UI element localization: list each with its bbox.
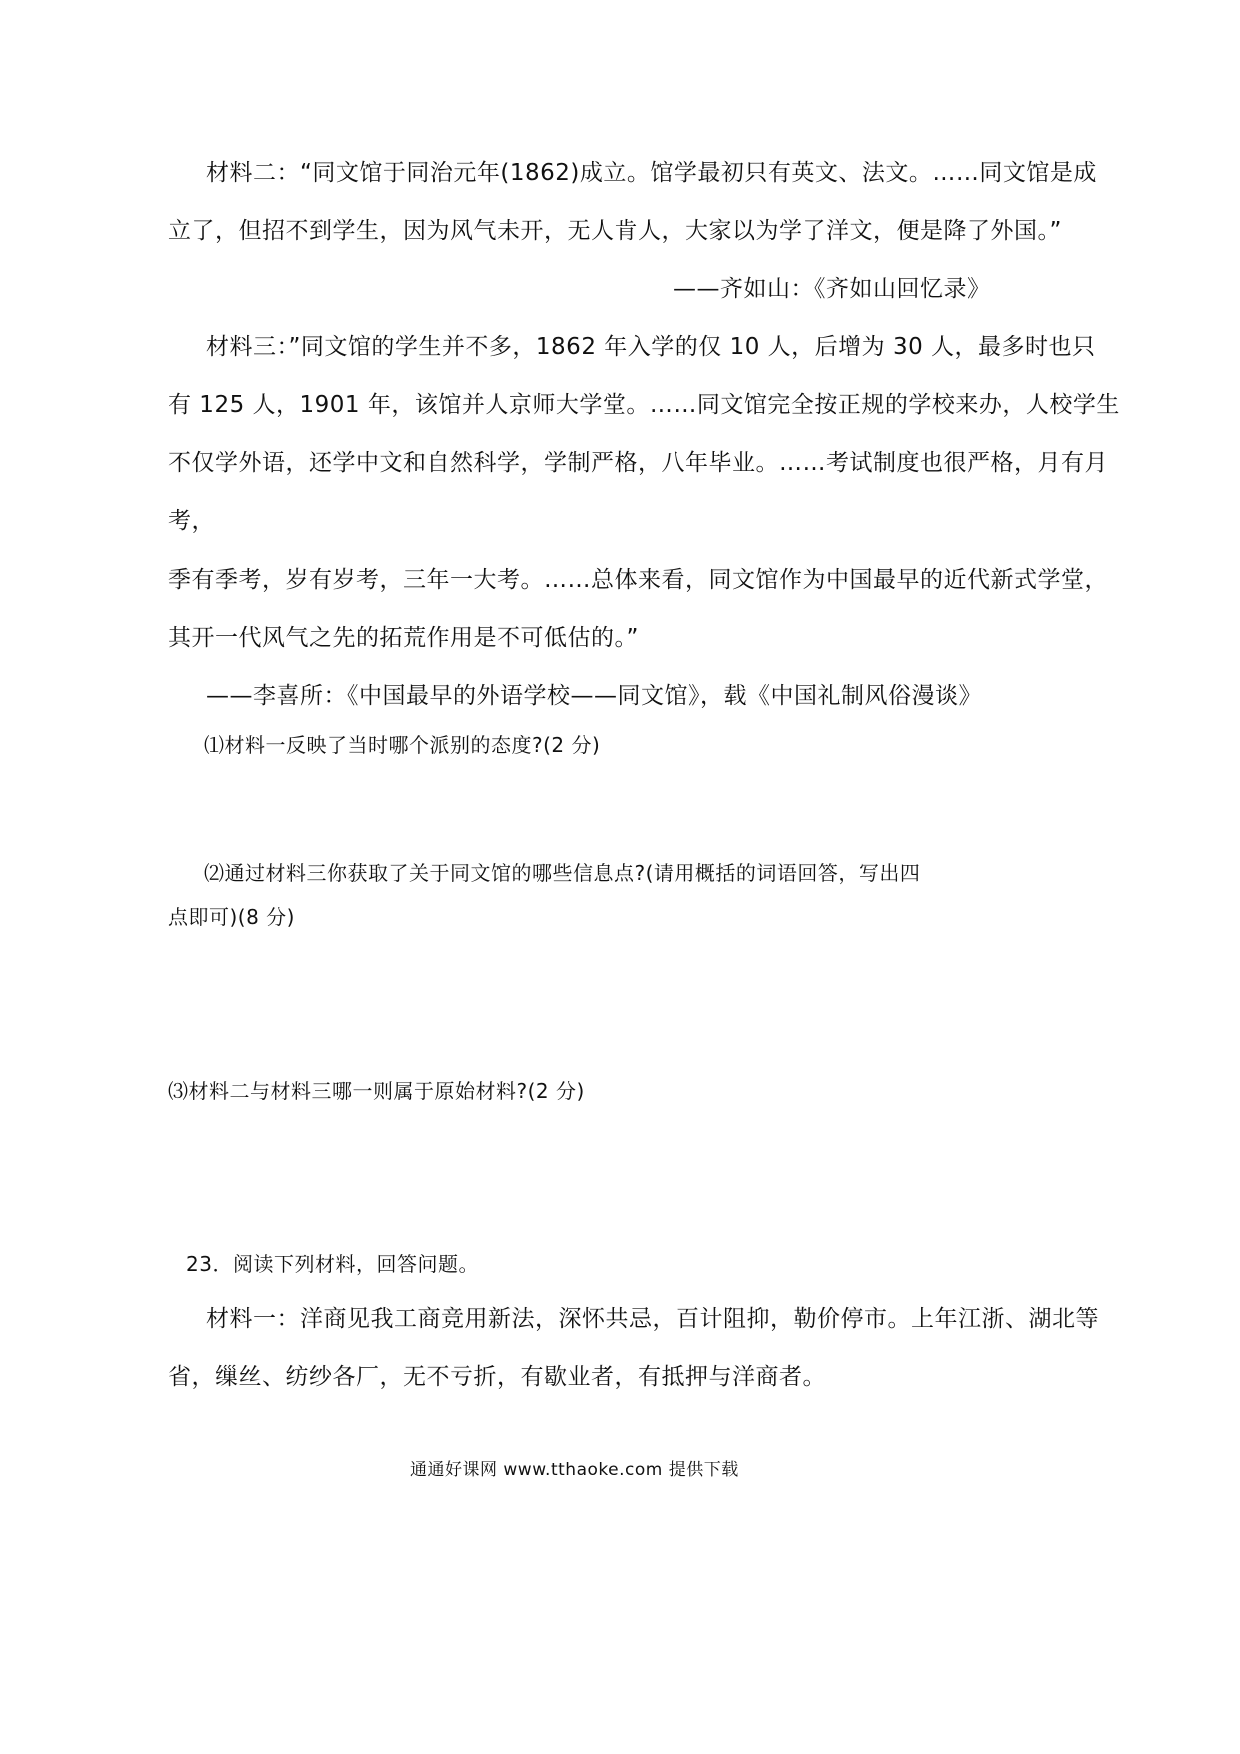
question-1: ⑴材料一反映了当时哪个派别的态度?(2 分) [204, 733, 601, 757]
material3-source: ——李喜所：《中国最早的外语学校——同文馆》，载《中国礼制风俗漫谈》 [206, 683, 982, 709]
material3-line6: 其开一代风气之先的拓荒作用是不可低估的。” [168, 625, 639, 651]
question-23-heading: 23．阅读下列材料，回答问题。 [186, 1252, 479, 1276]
q23-material1-line1: 材料一：洋商见我工商竞用新法，深怀共忌，百计阻抑，勒价停市。上年江浙、湖北等 [206, 1306, 1099, 1332]
material3-line3: 不仅学外语，还学中文和自然科学，学制严格，八年毕业。……考试制度也很严格，月有月 [168, 450, 1108, 476]
material3-line2: 有 125 人，1901 年，该馆并人京师大学堂。……同文馆完全按正规的学校来办，人校学生 [168, 392, 1120, 418]
material2-source: ——齐如山：《齐如山回忆录》 [673, 276, 991, 302]
page-footer: 通通好课网 www.tthaoke.com 提供下载 [410, 1460, 739, 1480]
material2-line1: 材料二：“同文馆于同治元年(1862)成立。馆学最初只有英文、法文。……同文馆是成 [206, 160, 1097, 186]
q23-material1-line2: 省，缫丝、纺纱各厂，无不亏折，有歇业者，有抵押与洋商者。 [168, 1364, 826, 1390]
question-2-line1: ⑵通过材料三你获取了关于同文馆的哪些信息点?(请用概括的词语回答，写出四 [204, 861, 921, 885]
material2-line2: 立了，但招不到学生，因为风气未开，无人肯人，大家以为学了洋文，便是降了外国。” [168, 218, 1062, 244]
material3-line1: 材料三：”同文馆的学生并不多，1862 年入学的仅 10 人，后增为 30 人，最多时也只 [206, 334, 1096, 360]
material3-line4: 考， [168, 508, 215, 534]
material3-line5: 季有季考，岁有岁考，三年一大考。……总体来看，同文馆作为中国最早的近代新式学堂， [168, 567, 1108, 593]
question-2-line2: 点即可)(8 分) [168, 905, 295, 929]
question-3: ⑶材料二与材料三哪一则属于原始材料?(2 分) [168, 1079, 585, 1103]
